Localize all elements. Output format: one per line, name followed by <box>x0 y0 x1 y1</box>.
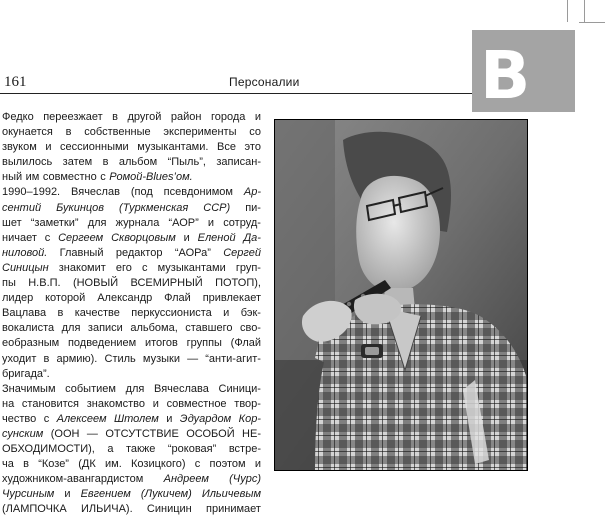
text-word: Н.В.П. <box>28 277 61 290</box>
text-line <box>2 457 261 472</box>
text-word: — <box>187 352 199 365</box>
text-word: ставшего <box>185 322 233 335</box>
text-word: ный <box>2 171 23 184</box>
text-word: встре- <box>228 443 261 456</box>
text-word: Кор- <box>238 412 261 425</box>
text-word: Эдуардом <box>179 412 232 425</box>
text-word: еобразным <box>2 337 60 350</box>
text-word: (ДК <box>78 458 96 471</box>
text-word: Синицын <box>2 261 49 274</box>
text-line <box>2 352 261 367</box>
text-word: в <box>57 307 64 320</box>
text-line <box>2 382 261 397</box>
text-line <box>2 125 261 140</box>
text-word: (НОВЫЙ <box>72 277 119 290</box>
text-word: его <box>115 261 132 274</box>
text-word: музыки <box>142 352 180 365</box>
text-word: бэк- <box>240 307 261 320</box>
text-word: “АОРа” <box>174 246 211 259</box>
text-line <box>2 472 261 487</box>
text-word: перкуссиониста <box>131 307 212 320</box>
text-word: с <box>194 458 201 471</box>
text-word: (ООН <box>50 427 80 440</box>
text-word: итогов <box>144 337 178 350</box>
text-word: Ильичевым <box>201 488 261 501</box>
text-word: (ЛАМПОЧКА <box>2 503 67 516</box>
text-word: Штолем <box>113 412 159 425</box>
text-line <box>2 110 261 125</box>
text-word: с <box>100 171 106 184</box>
text-word: шет <box>2 216 22 229</box>
text-word: в <box>23 458 29 471</box>
section-letter: В <box>480 37 531 112</box>
text-word: Ар- <box>243 186 261 199</box>
text-word: чество <box>2 412 37 425</box>
text-line <box>2 140 261 155</box>
text-word: твор- <box>234 397 261 410</box>
text-line <box>2 306 261 321</box>
text-word: 1990–1992. <box>2 186 61 199</box>
text-word: и <box>207 216 215 229</box>
text-word: совместно <box>42 171 97 184</box>
text-word: с <box>43 412 50 425</box>
text-line <box>2 291 261 306</box>
text-word: (Лукичем) <box>140 488 192 501</box>
text-word: подведением <box>67 337 137 350</box>
text-word: на <box>2 397 15 410</box>
text-word: ниловой. <box>2 246 48 259</box>
text-word: ничает <box>2 231 37 244</box>
text-word: Алексеем <box>56 412 107 425</box>
header-rule <box>0 93 472 94</box>
text-word: Козицкого) <box>131 458 186 471</box>
text-word: сво- <box>239 322 261 335</box>
text-word: привлекает <box>202 292 261 305</box>
text-word: редактор <box>115 246 163 259</box>
text-word: группы <box>186 337 222 350</box>
text-word: с <box>44 231 51 244</box>
text-word: журнала <box>115 216 160 229</box>
text-word: Сергеем <box>58 231 104 244</box>
text-word: “заметки” <box>30 216 79 229</box>
text-word: Да- <box>243 231 261 244</box>
text-word: Александр <box>97 292 153 305</box>
text-word: сессионными <box>60 141 129 154</box>
text-line <box>2 185 261 200</box>
text-word: ОБХОДИМОСТИ), <box>2 443 95 456</box>
text-word: записи <box>87 322 123 335</box>
text-word: вокалиста <box>2 322 55 335</box>
text-word: груп- <box>235 261 261 274</box>
text-word: событием <box>65 382 116 395</box>
text-word: записан- <box>216 156 261 169</box>
text-word: Сергей <box>223 246 261 259</box>
text-word: Стиль <box>104 352 136 365</box>
text-word: “анти-агит- <box>205 352 261 365</box>
text-word: музыкантами. <box>137 141 209 154</box>
text-line <box>2 367 261 382</box>
text-word: которой <box>45 292 86 305</box>
text-word: вылилось <box>2 156 53 169</box>
text-word: в <box>43 352 50 365</box>
text-line <box>2 201 261 216</box>
text-word: армию). <box>56 352 98 365</box>
text-word: сентий <box>2 201 42 214</box>
text-line <box>2 502 261 517</box>
text-word: сунским <box>2 427 44 440</box>
text-word: район <box>170 111 202 123</box>
article-body <box>2 110 261 518</box>
text-word: Андреем <box>163 473 209 486</box>
text-word: Синицин <box>146 503 192 516</box>
text-word: Еленой <box>197 231 236 244</box>
text-word: (Туркменская <box>119 201 189 214</box>
text-word: пы <box>2 277 16 290</box>
page-number: 161 <box>4 74 27 90</box>
text-word: и <box>45 141 52 154</box>
text-line <box>2 246 261 261</box>
text-word: а <box>107 443 114 456</box>
text-word: Букинцов <box>56 201 105 214</box>
crop-mark <box>567 0 568 22</box>
text-word: “Пыль”, <box>167 156 206 169</box>
text-word: (под <box>130 186 153 199</box>
text-word: и <box>254 111 261 123</box>
text-line <box>2 487 261 502</box>
text-word: пи- <box>245 201 261 214</box>
text-word: альбома, <box>130 322 178 335</box>
text-word: художником-авангардистом <box>2 473 144 486</box>
text-word: и <box>183 231 190 244</box>
text-word: Ромой-Blues’ом. <box>109 171 193 184</box>
text-word: лидер <box>2 292 34 305</box>
text-word: и <box>64 488 71 501</box>
text-word: затем <box>62 156 93 169</box>
text-line <box>2 231 261 246</box>
text-line <box>2 336 261 351</box>
text-line <box>2 442 261 457</box>
text-word: и <box>223 307 230 320</box>
text-word: также <box>126 443 156 456</box>
text-word: переезжает <box>43 111 103 123</box>
text-word: другой <box>127 111 162 123</box>
text-word: с <box>142 261 148 274</box>
text-word: “Козе” <box>38 458 69 471</box>
text-line <box>2 276 261 291</box>
text-word: Синици- <box>218 382 261 395</box>
text-word: (Чурс) <box>229 473 261 486</box>
text-word: эксперименты <box>163 126 237 139</box>
text-word: поэтом <box>209 458 246 471</box>
text-word: им. <box>105 458 122 471</box>
text-line <box>2 427 261 442</box>
text-word: альбом <box>118 156 158 169</box>
text-word: и <box>254 458 261 471</box>
text-word: Флай <box>164 292 191 305</box>
text-word: “роковая” <box>167 443 217 456</box>
text-word: города <box>210 111 246 123</box>
musician-photo <box>274 119 528 471</box>
text-word: ИЛЬИЧА). <box>80 503 133 516</box>
text-word: и <box>166 412 173 425</box>
text-word: для <box>125 382 145 395</box>
text-word: ОСОБОЙ <box>186 427 235 440</box>
text-line <box>2 170 261 185</box>
text-word: Евгением <box>80 488 131 501</box>
text-word: Скворцовым <box>111 231 176 244</box>
text-word: для <box>87 216 107 229</box>
text-word: бригада”. <box>2 367 50 380</box>
text-word: (Флай <box>230 337 261 350</box>
photo-illustration <box>275 120 527 470</box>
text-word: псевдонимом <box>163 186 233 199</box>
text-word: Значимым <box>2 382 56 395</box>
text-word: Чурсиным <box>2 488 55 501</box>
text-word: качестве <box>74 307 120 320</box>
text-line <box>2 321 261 336</box>
text-word: Главный <box>59 246 104 259</box>
text-line <box>2 261 261 276</box>
running-title: Персоналии <box>229 75 300 89</box>
text-line <box>2 155 261 170</box>
text-word: со <box>249 126 261 139</box>
crop-mark <box>584 0 585 22</box>
text-word: в <box>102 156 109 169</box>
text-word: знакомит <box>58 261 106 274</box>
text-word: музыкантами <box>157 261 226 274</box>
text-word: ВСЕМИРНЫЙ <box>130 277 203 290</box>
text-word: Все <box>217 141 236 154</box>
text-word: в <box>112 111 118 123</box>
text-line <box>2 216 261 231</box>
text-word: для <box>61 322 81 335</box>
text-line <box>2 397 261 412</box>
text-word: Вячеслава <box>154 382 209 395</box>
text-word: Вячеслав <box>71 186 120 199</box>
text-word: совместное <box>166 397 227 410</box>
text-word: знакомство <box>86 397 145 410</box>
text-word: ССР) <box>203 201 231 214</box>
text-word: НЕ- <box>242 427 261 440</box>
text-word: звуком <box>2 141 37 154</box>
text-word: принимает <box>206 503 261 516</box>
text-word: сотруд- <box>223 216 261 229</box>
text-word: “АОР” <box>168 216 199 229</box>
text-line <box>2 412 261 427</box>
text-word: ОТСУТСТВИЕ <box>105 427 179 440</box>
text-word: ча <box>2 458 14 471</box>
text-word: собственные <box>84 126 151 139</box>
text-word: уходит <box>2 352 37 365</box>
text-word: это <box>244 141 261 154</box>
section-letter-tab <box>472 30 575 112</box>
text-word: ПОТОП), <box>215 277 261 290</box>
text-word: окунается <box>2 126 53 139</box>
text-word: им <box>25 171 40 184</box>
text-word: Федко <box>2 111 34 123</box>
text-word: в <box>65 126 72 139</box>
text-word: становится <box>21 397 80 410</box>
crop-mark <box>579 22 605 23</box>
text-word: и <box>152 397 159 410</box>
text-word: — <box>86 427 98 440</box>
text-word: Вацлава <box>2 307 47 320</box>
